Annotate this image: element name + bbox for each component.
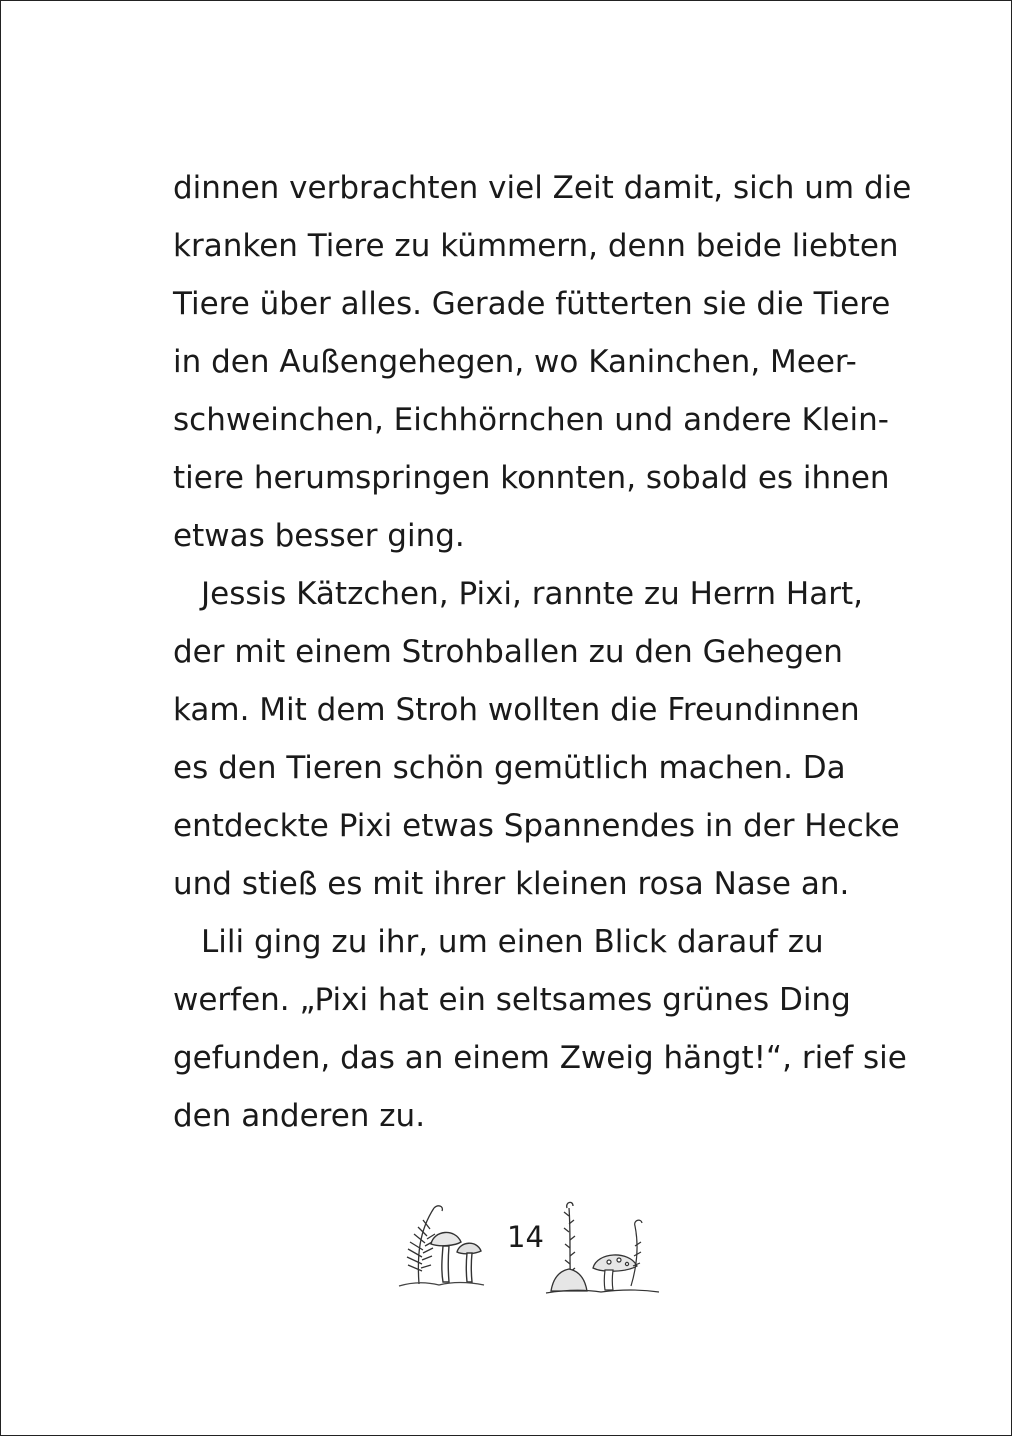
text-line: Jessis Kätzchen, Pixi, rannte zu Herrn Hart, <box>201 576 863 612</box>
text-line: Lili ging zu ihr, um einen Blick darauf zu <box>201 924 824 960</box>
text-line: der mit einem Strohballen zu den Gehegen <box>173 634 843 670</box>
page-text <box>173 159 912 1145</box>
text-line: werfen. „Pixi hat ein seltsames grünes Ding <box>173 982 851 1018</box>
fern-mushroom-illustration <box>389 1196 499 1291</box>
text-line: kam. Mit dem Stroh wollten die Freundinnen <box>173 692 860 728</box>
page-number: 14 <box>507 1220 544 1254</box>
text-line: dinnen verbrachten viel Zeit damit, sich um die <box>173 170 912 206</box>
page-footer <box>389 1196 659 1306</box>
moss-mushroom-illustration <box>541 1196 659 1296</box>
text-line: es den Tieren schön gemütlich machen. Da <box>173 750 846 786</box>
text-line: in den Außengehegen, wo Kaninchen, Meer- <box>173 344 857 380</box>
text-line: und stieß es mit ihrer kleinen rosa Nase an. <box>173 866 850 902</box>
text-line: schweinchen, Eichhörnchen und andere Klein- <box>173 402 889 438</box>
text-line: den anderen zu. <box>173 1098 426 1134</box>
text-line: kranken Tiere zu kümmern, denn beide liebten <box>173 228 899 264</box>
text-line: tiere herumspringen konnten, sobald es ihnen <box>173 460 890 496</box>
text-line: gefunden, das an einem Zweig hängt!“, rief sie <box>173 1040 907 1076</box>
text-line: etwas besser ging. <box>173 518 465 554</box>
text-line: Tiere über alles. Gerade fütterten sie die Tiere <box>173 286 891 322</box>
text-line: entdeckte Pixi etwas Spannendes in der Hecke <box>173 808 900 844</box>
